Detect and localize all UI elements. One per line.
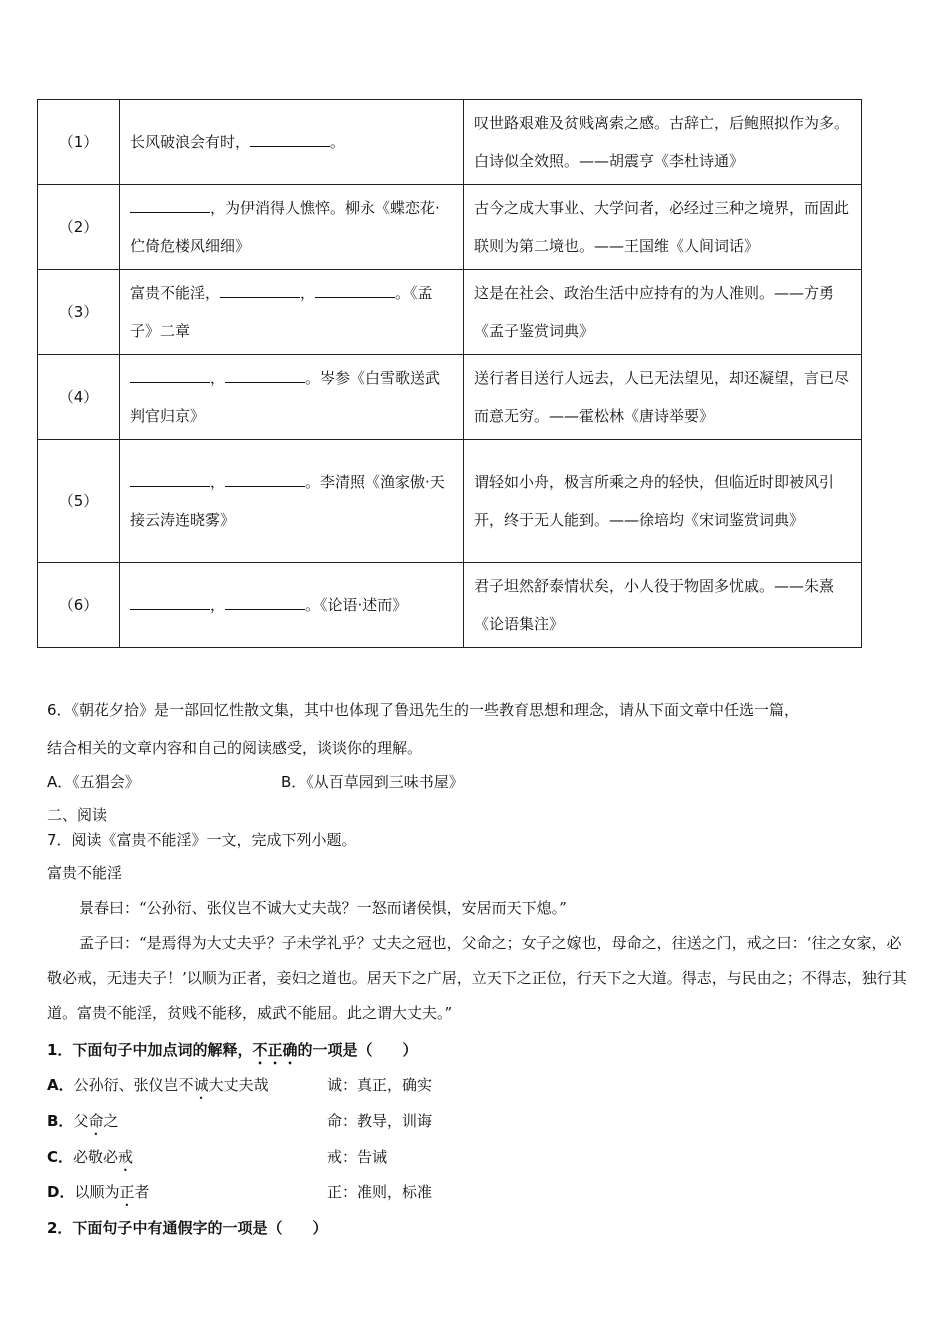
commentary-cell: 君子坦然舒泰情状矣，小人役于物固多忧戚。——朱熹《论语集注》: [464, 563, 862, 648]
option-c[interactable]: C．必敬必戒: [47, 1148, 134, 1166]
answer-blank[interactable]: [225, 366, 305, 383]
table-row: [38, 355, 862, 440]
answer-blank[interactable]: [250, 130, 330, 147]
answer-blank[interactable]: [130, 470, 210, 487]
section-heading: 二、阅读: [47, 806, 108, 824]
commentary-cell: 谓轻如小舟，极言所乘之舟的轻快，但临近时即被风引开，终于无人能到。——徐培均《宋词鉴赏词典》: [464, 440, 862, 563]
poem-line-cell: ，为伊消得人憔悴。柳永《蝶恋花·伫倚危楼风细细》: [120, 185, 464, 270]
reading-passage: [47, 856, 907, 1031]
option-c-gloss: 戒：告诫: [327, 1148, 388, 1166]
sub-question-2: 2．下面句子中有通假字的一项是（ ）: [47, 1219, 328, 1237]
dotted-word: 命: [88, 1112, 104, 1130]
table-row: [38, 185, 862, 270]
question-7-prompt: 7．阅读《富贵不能淫》一文，完成下列小题。: [47, 831, 357, 849]
question-6-option-a: A．《五猖会》: [47, 773, 140, 791]
dotted-word: 诚: [193, 1076, 209, 1094]
question-6-line-2: 结合相关的文章内容和自己的阅读感受，谈谈你的理解。: [47, 739, 423, 757]
table-row: [38, 270, 862, 355]
table-row: [38, 563, 862, 648]
poem-line-cell: ， 。李清照《渔家傲·天接云涛连晓雾》: [120, 440, 464, 563]
poem-line-cell: ， 。岑参《白雪歌送武判官归京》: [120, 355, 464, 440]
poem-line-cell: 长风破浪会有时， 。: [120, 100, 464, 185]
option-a-gloss: 诚：真正，确实: [327, 1076, 433, 1094]
answer-blank[interactable]: [130, 366, 210, 383]
row-number: （5）: [38, 440, 120, 563]
answer-blank[interactable]: [220, 281, 300, 298]
answer-blank[interactable]: [130, 196, 210, 213]
emphasized-text: 不正确: [252, 1041, 298, 1059]
passage-title: 富贵不能淫: [47, 864, 123, 882]
question-6-line-1: 6．《朝花夕拾》是一部回忆性散文集，其中也体现了鲁迅先生的一些教育思想和理念，请从下面文章中任选一篇，: [47, 701, 800, 719]
row-number: （1）: [38, 100, 120, 185]
answer-blank[interactable]: [130, 593, 210, 610]
quote-table: [37, 99, 862, 648]
row-number: （6）: [38, 563, 120, 648]
table-row: [38, 100, 862, 185]
answer-blank[interactable]: [315, 281, 395, 298]
poem-line-cell: 富贵不能淫， ， 。《孟子》二章: [120, 270, 464, 355]
row-number: （4）: [38, 355, 120, 440]
row-number: （3）: [38, 270, 120, 355]
option-b-gloss: 命：教导，训诲: [327, 1112, 433, 1130]
option-d[interactable]: D．以顺为正者: [47, 1183, 150, 1201]
option-b[interactable]: B．父命之: [47, 1112, 119, 1130]
passage-paragraph: 景春曰：“公孙衍、张仪岂不诚大丈夫哉？一怒而诸侯惧，安居而天下熄。”: [79, 899, 567, 917]
sub-question-1: 1．下面句子中加点词的解释，不正确的一项是（ ）: [47, 1041, 418, 1059]
passage-paragraph: 孟子曰：“是焉得为大丈夫乎？子未学礼乎？丈夫之冠也，父命之；女子之嫁也，母命之，往送之门，戒之曰：‘往之女家，必敬必戒，无违夫子！’以顺为正者，妾妇之道也。居天下之广居，立天下之正位，行天下之大道。得志，与民由之；不得志，独行其道。富贵不能淫，贫贱不能移，威武不能屈。此之谓大丈夫。”: [47, 934, 907, 1022]
answer-blank[interactable]: [225, 470, 305, 487]
question-6-option-b: B．《从百草园到三味书屋》: [281, 773, 464, 791]
dotted-word: 正: [119, 1183, 135, 1201]
option-a[interactable]: A．公孙衍、张仪岂不诚大丈夫哉: [47, 1076, 269, 1094]
row-number: （2）: [38, 185, 120, 270]
commentary-cell: 送行者目送行人远去，人已无法望见，却还凝望，言已尽而意无穷。——霍松林《唐诗举要》: [464, 355, 862, 440]
dotted-word: 戒: [118, 1148, 134, 1166]
commentary-cell: 这是在社会、政治生活中应持有的为人准则。——方勇《孟子鉴赏词典》: [464, 270, 862, 355]
commentary-cell: 古今之成大事业、大学问者，必经过三种之境界，而固此联则为第二境也。——王国维《人间词话》: [464, 185, 862, 270]
option-d-gloss: 正：准则，标准: [327, 1183, 433, 1201]
commentary-cell: 叹世路艰难及贫贱离索之感。古辞亡，后鲍照拟作为多。白诗似全效照。——胡震亨《李杜诗通》: [464, 100, 862, 185]
answer-blank[interactable]: [225, 593, 305, 610]
poem-line-cell: ， 。《论语·述而》: [120, 563, 464, 648]
table-row: [38, 440, 862, 563]
